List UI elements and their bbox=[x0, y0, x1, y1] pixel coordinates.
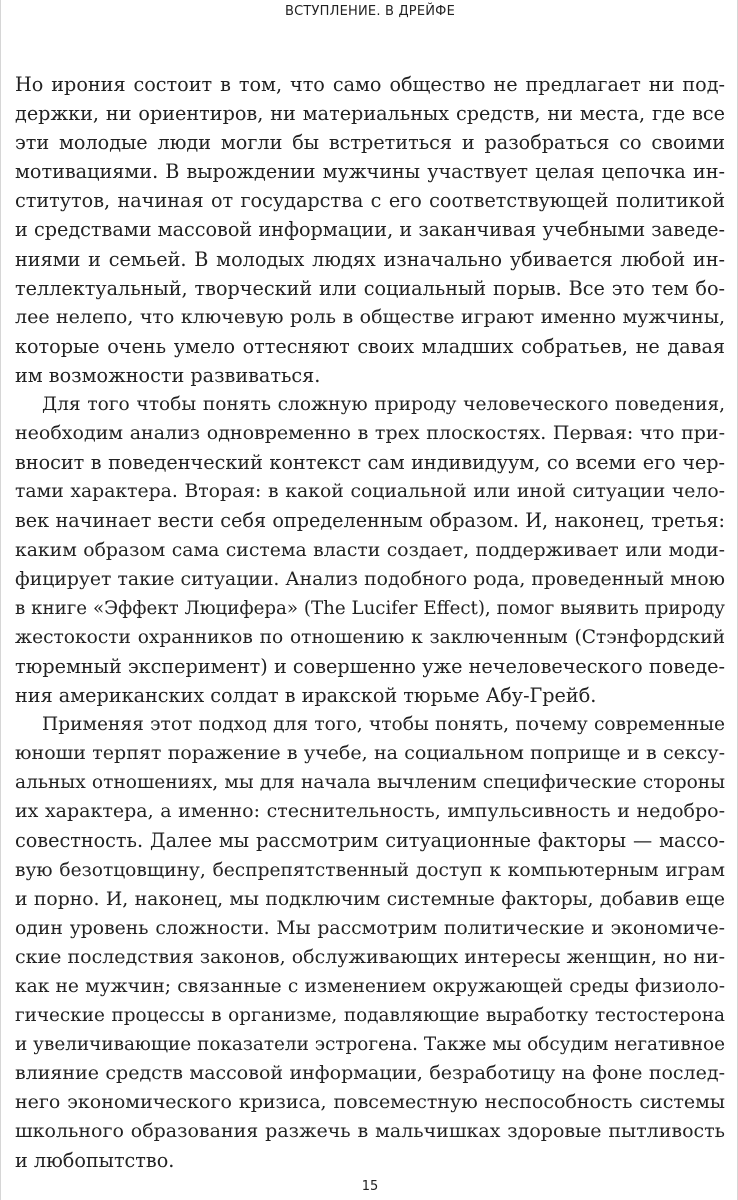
text-line: их характера, а именно: стеснительность, импульсивность и недобро- bbox=[15, 800, 725, 823]
text-line: которые очень умело оттесняют своих младших собратьев, не давая bbox=[15, 334, 725, 358]
text-line: в книге «Эффект Люцифера» (The Lucifer Effect), помог выявить природу bbox=[15, 597, 725, 619]
text-line: гические процессы в организме, подавляющие выработку тестостерона bbox=[15, 1005, 725, 1026]
text-line: совестность. Далее мы рассмотрим ситуационные факторы — массо- bbox=[15, 829, 725, 853]
paragraph-3 bbox=[15, 710, 725, 1176]
text-line: ские последствия законов, обслуживающих интересы женщин, но ни- bbox=[15, 945, 725, 968]
text-line: и порно. И, наконец, мы подключим системные факторы, добавив еще bbox=[15, 888, 725, 910]
page-number: 15 bbox=[361, 1179, 379, 1194]
text-line: жестокости охранников по отношению к заключенным (Стэнфордский bbox=[15, 626, 725, 648]
paragraph-2 bbox=[15, 390, 725, 710]
text-line: теллектуальный, творческий или социальный порыв. Все это тем бо- bbox=[15, 276, 725, 300]
text-line: эти молодые люди могли бы встретиться и разобраться со своими bbox=[15, 131, 725, 155]
text-line: им возможности развиваться. bbox=[15, 363, 321, 387]
text-line: лее нелепо, что ключевую роль в обществе играют именно мужчины, bbox=[15, 305, 725, 328]
text-line: мотивациями. В вырождении мужчины участвует целая цепочка ин- bbox=[15, 160, 725, 184]
text-line: Для того чтобы понять сложную природу человеческого поведения, bbox=[42, 394, 725, 416]
text-line: школьного образования разжечь в мальчишках здоровые пытливость bbox=[15, 1120, 725, 1143]
text-line: фицирует такие ситуации. Анализ подобного рода, проведенный мною bbox=[15, 568, 725, 590]
text-line: него экономического кризиса, повсеместную неспособность системы bbox=[15, 1091, 725, 1114]
text-line: юноши терпят поражение в учебе, на социальном поприще и в сексу- bbox=[15, 742, 725, 765]
text-line: держки, ни ориентиров, ни материальных средств, ни места, где все bbox=[15, 102, 725, 126]
text-line: альных отношениях, мы для начала вычленим специфические стороны bbox=[15, 772, 725, 794]
body-text bbox=[15, 70, 725, 1176]
text-line: один уровень сложности. Мы рассмотрим политические и экономиче- bbox=[15, 917, 725, 939]
text-line: вносит в поведенческий контекст сам индивидуум, со всеми его чер- bbox=[15, 451, 725, 475]
text-line: ния американских солдат в иракской тюрьме Абу-Грейб. bbox=[15, 683, 597, 707]
text-line: и любопытство. bbox=[15, 1149, 175, 1173]
text-line: и увеличивающие показатели эстрогена. Также мы обсудим негативное bbox=[15, 1034, 725, 1056]
text-line: Применяя этот подход для того, чтобы понять, почему современные bbox=[42, 714, 725, 736]
text-line: как не мужчин; связанные с изменением окружающей среды физиоло- bbox=[15, 975, 725, 997]
text-line: и средствами массовой информации, и заканчивая учебными заведе- bbox=[15, 218, 725, 242]
text-line: ститутов, начиная от государства с его соответствующей политикой bbox=[15, 189, 725, 213]
text-line: тюремный эксперимент) и совершенно уже нечеловеческого поведе- bbox=[15, 654, 725, 678]
paragraph-1 bbox=[15, 70, 725, 390]
running-head: ВСТУПЛЕНИЕ. В ДРЕЙФЕ bbox=[285, 4, 455, 19]
text-line: Но ирония состоит в том, что само общество не предлагает ни под- bbox=[15, 73, 725, 96]
text-line: каким образом сама система власти создает, поддерживает или моди- bbox=[15, 539, 725, 561]
text-line: тами характера. Вторая: в какой социальной или иной ситуации чело- bbox=[15, 481, 725, 503]
text-line: век начинает вести себя определенным образом. И, наконец, третья: bbox=[15, 509, 725, 533]
text-line: необходим анализ одновременно в трех плоскостях. Первая: что при- bbox=[15, 422, 725, 445]
text-line: вую безотцовщину, беспрепятственный доступ к компьютерным играм bbox=[15, 859, 725, 881]
text-line: влияние средств массовой информации, безработицу на фоне послед- bbox=[15, 1062, 725, 1085]
text-line: ниями и семьей. В молодых людях изначально убивается любой ин- bbox=[15, 247, 725, 271]
